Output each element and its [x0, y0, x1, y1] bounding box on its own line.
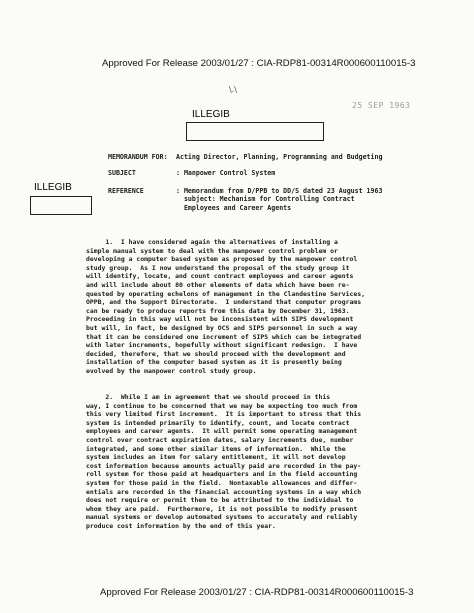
paragraph-line: produce cost information by the end of this year. — [86, 521, 276, 530]
paragraph-line: decided, therefore, that we should proceed with the development and — [86, 349, 346, 358]
date-stamp: 25 SEP 1963 — [352, 101, 411, 110]
paragraph-line: and will include about 80 other elements of data which have been re- — [86, 280, 350, 289]
reference-line: subject: Mechanism for Controlling Contract — [176, 195, 355, 204]
reference-label: REFERENCE — [108, 187, 144, 195]
memorandum-for-value: Acting Director, Planning, Programming and Budgeting — [176, 153, 383, 161]
paragraph-line: OPPB, and the Support Directorate. I understand that computer programs — [86, 298, 362, 307]
paragraph-line: way, I continue to be concerned that we may be expecting too much from — [86, 401, 358, 410]
paragraph-line: system for those paid in the field. Nontaxable allowances and differ- — [86, 478, 358, 487]
reference-line: Employees and Career Agents — [176, 203, 292, 212]
paragraph-line: integrated, and some other similar items of information. While the — [86, 444, 346, 453]
release-banner-bottom: Approved For Release 2003/01/27 : CIA-RDP81-00314R000600110015-3 — [100, 587, 414, 598]
paragraph-line: can be ready to produce reports from this data by December 31, 1963. — [86, 306, 350, 315]
subject-label: SUBJECT — [108, 169, 136, 177]
paragraph-line: 2. While I am in agreement that we should proceed in this — [86, 393, 331, 401]
paragraph-line: that it can be considered one increment of SIPS which can be integrated — [86, 332, 362, 341]
release-banner-top: Approved For Release 2003/01/27 : CIA-RDP81-00314R000600110015-3 — [102, 58, 416, 69]
paragraph-line: employees and career agents. It will permit some operating management — [86, 427, 358, 436]
paragraph-line: cost information because amounts actually paid are recorded in the pay- — [86, 461, 362, 470]
illegib-label-top: ILLEGIB — [192, 109, 230, 120]
paragraph-line: evolved by the manpower control study group. — [86, 366, 257, 375]
paragraph-line: Proceeding in this way will not be inconsistent with SIPS development — [86, 315, 354, 324]
paragraph-line: does not require or permit them to be attributed to the individual to — [86, 496, 354, 505]
paragraph-line: manual systems or develop automated systems to accurately and reliably — [86, 513, 358, 522]
reference-line: : Memorandum from D/PPB to DD/S dated 23 August 1963 — [176, 187, 383, 195]
redaction-box-side — [30, 196, 92, 215]
paragraph-line: 1. I have considered again the alternatives of installing a — [86, 238, 338, 246]
paragraph-line: but will, in fact, be designed by OCS and SIPS personnel in such a way — [86, 323, 358, 332]
paragraph-line: will identify, locate, and count contract employees and career agents — [86, 272, 354, 281]
paragraph-2 — [86, 393, 361, 531]
paragraph-line: this very limited first increment. It is important to stress that this — [86, 410, 362, 419]
paragraph-line: whom they are paid. Furthermore, it is not possible to modify present — [86, 504, 358, 513]
reference-block — [176, 187, 382, 212]
paragraph-line: installation of the computer based system as it is presently being — [86, 358, 342, 367]
scan-mark: \.\ — [229, 85, 237, 94]
illegib-label-side: ILLEGIB — [34, 182, 72, 193]
paragraph-line: study group. As I now understand the proposal of the study group it — [86, 263, 350, 272]
paragraph-line: developing a computer based system as proposed by the manpower control — [86, 255, 358, 264]
redaction-box-top — [186, 122, 324, 141]
paragraph-line: quested by operating echelons of management in the Clandestine Services, — [86, 289, 366, 298]
paragraph-line: simple manual system to deal with the manpower control problem or — [86, 246, 338, 255]
paragraph-line: control over contract expiration dates, salary increments due, number — [86, 435, 354, 444]
subject-value: : Manpower Control System — [176, 169, 276, 177]
memorandum-for-label: MEMORANDUM FOR: — [108, 153, 168, 161]
paragraph-line: entials are recorded in the financial accounting systems in a way which — [86, 487, 362, 496]
paragraph-line: with later increments, hopefully without significant redesign. I have — [86, 341, 358, 350]
paragraph-line: system includes an item for salary entitlement, it will not develop — [86, 453, 346, 462]
paragraph-1 — [86, 238, 365, 376]
paragraph-line: roll system for those paid at headquarters and in the field accounting — [86, 470, 358, 479]
paragraph-line: system is intended primarily to identify, count, and locate contract — [86, 418, 350, 427]
